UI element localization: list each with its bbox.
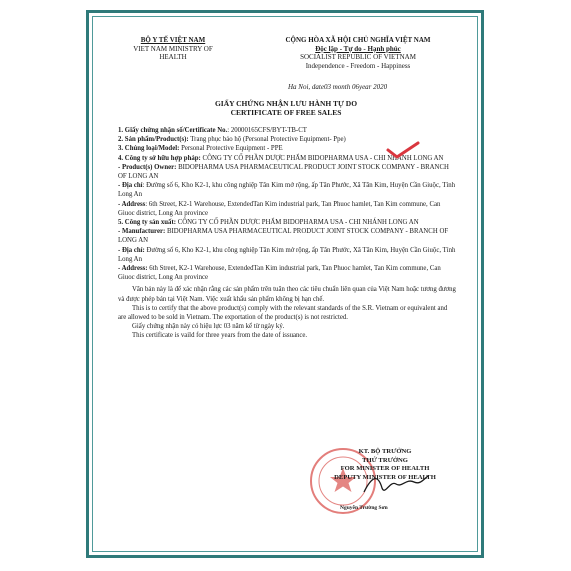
- field-manufacturer: 5. Công ty sản xuất: CÔNG TY CỔ PHẦN DƯỢC PHẨM BIDOPHARMA USA - CHI NHÁNH LONG AN: [118, 219, 419, 227]
- ministry-name-en-2: HEALTH: [159, 53, 187, 61]
- title-vi: GIẤY CHỨNG NHẬN LƯU HÀNH TỰ DO: [214, 99, 358, 108]
- field-manufacturer-en: - Manufacturer: BIDOPHARMA USA PHARMACEUTICAL PRODUCT JOINT STOCK COMPANY - BRANCH OF LONG AN: [118, 228, 449, 245]
- title-en: CERTIFICATE OF FREE SALES: [230, 108, 342, 117]
- ministry-name-en-1: VIET NAM MINISTRY OF: [133, 44, 213, 53]
- republic-name-vi: CỘNG HÒA XÃ HỘI CHỦ NGHĨA VIỆT NAM: [285, 36, 431, 44]
- issue-date: Ha Noi, date03 month 06year 2020: [288, 83, 388, 91]
- field-cert-no: 1. Giấy chứng nhận số/Certificate No.: 20000165CFS/BYT-TB-CT: [118, 127, 307, 134]
- signer-name: Nguyễn Trường Sơn: [340, 505, 388, 511]
- signature-block: [330, 448, 440, 482]
- republic-name-en: SOCIALIST REPUBLIC OF VIETNAM: [300, 53, 416, 61]
- field-owner-address-vi: - Địa chỉ: Đường số 6, Kho K2-1, khu công nghiệp Tân Kim mở rộng, ấp Tân Phước, Xã Tân Kim, Huyện Cần Giuộc, Tỉnh Long An: [118, 182, 456, 199]
- sign-line-4: DEPUTY MINISTER OF HEALTH: [334, 473, 436, 481]
- field-product: 2. Sản phẩm/Product(s): Trang phục bảo hộ (Personal Protective Equipment- Ppe): [118, 136, 346, 144]
- statement-en: This is to certify that the above product(s) comply with the relevant standards of the S.R. Vietnam or equivalent and are allowed to be sold in Vietnam. The exportation of the product(s) is not restricted.: [118, 304, 448, 322]
- field-owner-en: - Product(s) Owner: BIDOPHARMA USA PHARMACEUTICAL PRODUCT JOINT STOCK COMPANY - BRANCH OF LONG AN: [118, 163, 449, 181]
- sign-line-2: THỨ TRƯỞNG: [362, 456, 408, 464]
- ministry-name-vi: BỘ Y TẾ VIỆT NAM: [140, 36, 206, 44]
- field-manufacturer-address-en: - Address: 6th Street, K2-1 Warehouse, ExtendedTan Kim industrial park, Tan Phuoc hamlet, Tan Kim commune, Can Giuoc district, Long An province: [118, 265, 441, 282]
- sign-line-1: KT. BỘ TRƯỞNG: [358, 448, 412, 455]
- validity-en: This certificate is vaild for three years from the date of issuance.: [132, 332, 308, 340]
- sign-line-3: FOR MINISTER OF HEALTH: [340, 465, 430, 472]
- field-manufacturer-address-vi: - Địa chỉ: Đường số 6, Kho K2-1, khu công nghiệp Tân Kim mở rộng, ấp Tân Phước, Xã Tân Kim, Huyện Cần Giuộc, Tỉnh Long An: [118, 246, 456, 263]
- red-checkmark-icon: [386, 141, 420, 159]
- statement-vi: Văn bản này là để xác nhận rằng các sản phẩm trên tuân theo các tiêu chuẩn liên quan của Việt Nam hoặc tương đương và được phép bán tại Việt Nam. Việc xuất khẩu sản phẩm không bị hạn chế.: [118, 286, 456, 303]
- validity-vi: Giấy chứng nhận này có hiệu lực 03 năm kể từ ngày ký.: [132, 323, 285, 331]
- header-right: [260, 36, 456, 70]
- document-title: [106, 99, 466, 117]
- field-owner: 4. Công ty sở hữu hợp pháp: CÔNG TY CỔ PHẦN DƯỢC PHẨM BIDOPHARMA USA - CHI NHÁNH LONG AN: [118, 154, 444, 162]
- motto-vi: Độc lập - Tự do - Hạnh phúc: [315, 44, 401, 53]
- field-model: 3. Chủng loại/Model: Personal Protective Equipment - PPE: [118, 145, 283, 153]
- field-owner-address-en: - Address: 6th Street, K2-1 Warehouse, ExtendedTan Kim industrial park, Tan Phuoc hamlet, Tan Kim commune, Can Giuoc district, Long An province: [118, 200, 441, 217]
- header-left: [118, 36, 228, 62]
- motto-en: Independence - Freedom - Happiness: [305, 61, 411, 70]
